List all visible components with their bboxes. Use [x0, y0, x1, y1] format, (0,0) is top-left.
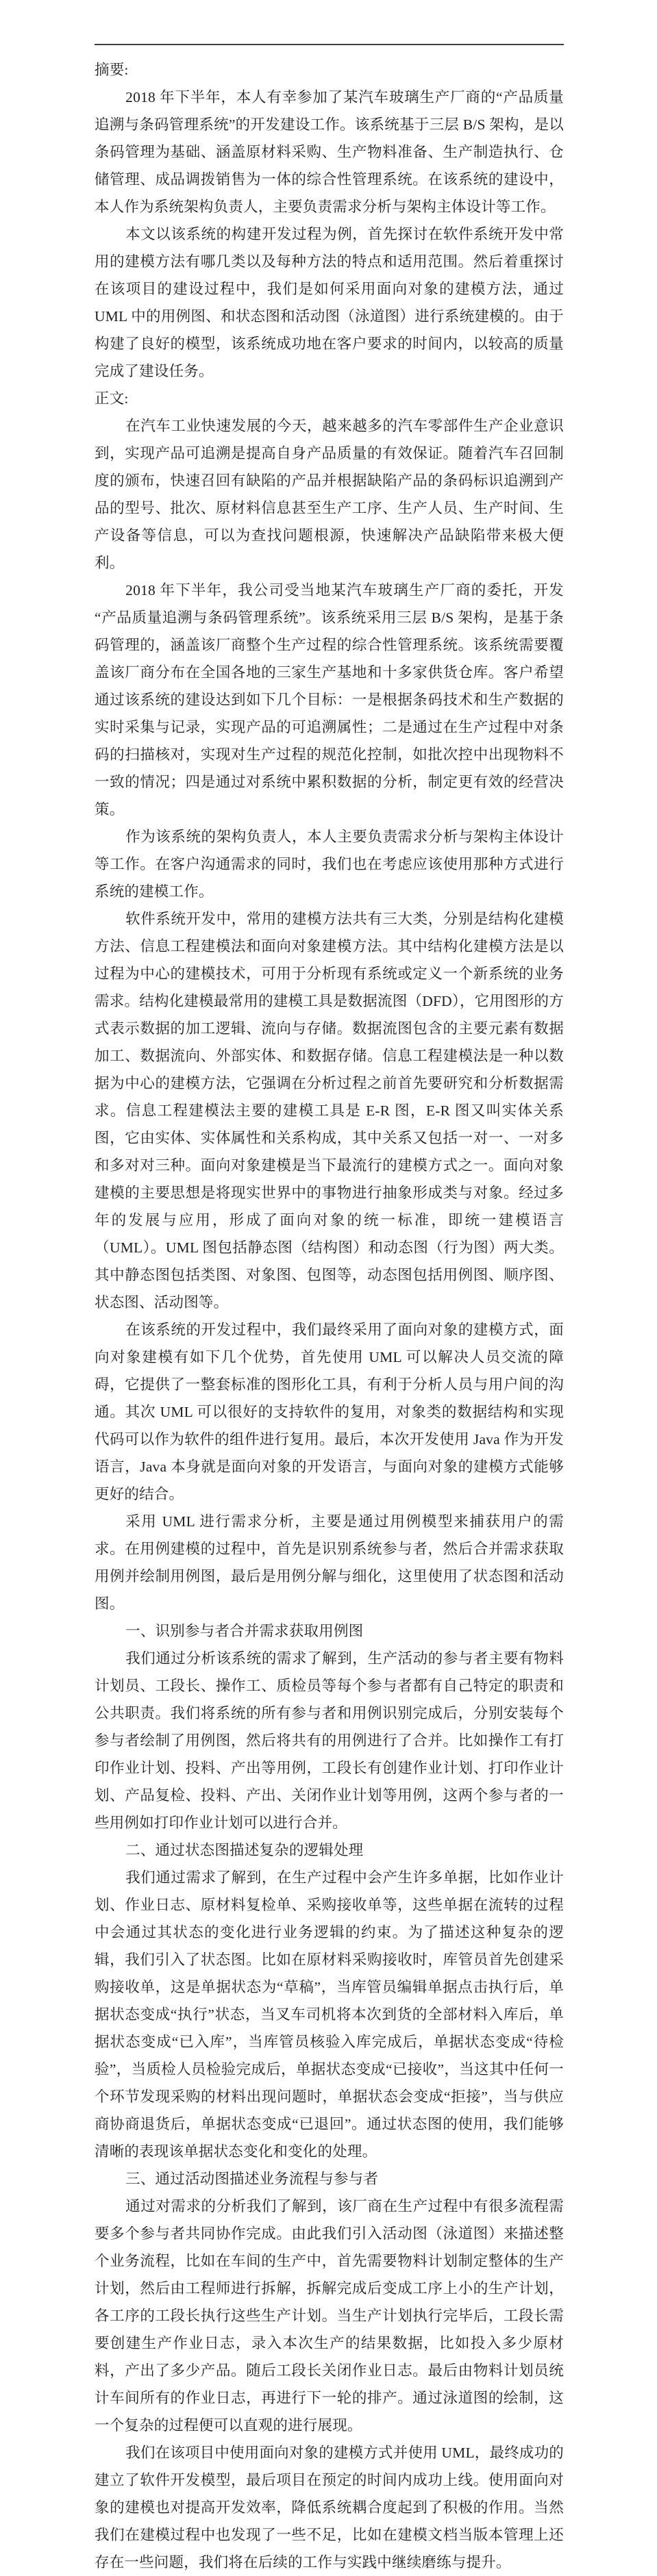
paragraph: 通过对需求的分析我们了解到，该厂商在生产过程中有很多流程需要多个参与者共同协作完成。由此我们引入活动图（泳道图）来描述整个业务流程，比如在车间的生产中，首先需要物料计划制定整体的生产计划，然后由工程师进行拆解，拆解完成后变成工序上小的生产计划，各工序的工段长执行这些生产计划。当生产计划执行完毕后，工段长需要创建生产作业日志，录入本次生产的结果数据，比如投入多少原材料，产出了多少产品。随后工段长关闭作业日志。最后由物料计划员统计车间所有的作业日志，再进行下一轮的排产。通过泳道图的绘制，这一个复杂的过程便可以直观的进行展现。 — [95, 2198, 564, 2434]
paragraph: 本文以该系统的构建开发过程为例，首先探讨在软件系统开发中常用的建模方法有哪几类以及每种方法的特点和适用范围。然后着重探讨在该项目的建设过程中，我们是如何采用面向对象的建模方法，通过 UML 中的用例图、和状态图和活动图（泳道图）进行系统建模的。由于构建了良好的模型，该系统成功地在客户要求的时间内，以较高的质量完成了建设任务。 — [95, 226, 564, 379]
paragraph: 在汽车工业快速发展的今天，越来越多的汽车零部件生产企业意识到，实现产品可追溯是提高自身产品质量的有效保证。随着汽车召回制度的颁布，快速召回有缺陷的产品并根据缺陷产品的条码标识追溯到产品的型号、批次、原材料信息甚至生产工序、生产人员、生产时间、生产设备等信息，可以为查找问题根源，快速解决产品缺陷带来极大便利。 — [95, 418, 564, 571]
paragraph: 采用 UML 进行需求分析，主要是通过用例模型来捕获用户的需求。在用例建模的过程中，首先是识别系统参与者，然后合并需求获取用例并绘制用例图，最后是用例分解与细化，这里使用了状态图和活动图。 — [95, 1513, 564, 1612]
document-page — [0, 44, 657, 2571]
paragraph: 作为该系统的架构负责人，本人主要负责需求分析与架构主体设计等工作。在客户沟通需求的同时，我们也在考虑应该使用那种方式进行系统的建模工作。 — [95, 829, 564, 900]
header-rule — [95, 44, 564, 45]
body-label: 正文: — [95, 390, 129, 407]
section-heading-2: 二、通过状态图描述复杂的逻辑处理 — [125, 1842, 364, 1858]
paragraph: 2018 年下半年，本人有幸参加了某汽车玻璃生产厂商的“产品质量追溯与条码管理系统”的开发建设工作。该系统基于三层 B/S 架构，是以条码管理为基础、涵盖原材料采购、生产物料准备、生产制造执行、仓储管理、成品调拨销售为一体的综合性管理系统。在该系统的建设中，本人作为系统架构负责人，主要负责需求分析与架构主体设计等工作。 — [95, 89, 564, 215]
document-content — [95, 56, 564, 2576]
abstract-label: 摘要: — [95, 62, 129, 78]
paragraph: 我们通过分析该系统的需求了解到，生产活动的参与者主要有物料计划员、工段长、操作工、质检员等每个参与者都有自己特定的职责和公共职责。我们将系统的所有参与者和用例识别完成后，分别安装每个参与者绘制了用例图，然后将共有的用例进行了合并。比如操作工有打印作业计划、投料、产出等用例，工段长有创建作业计划、打印作业计划、产品复检、投料、产出、关闭作业计划等用例，这两个参与者的一些用例如打印作业计划可以进行合并。 — [95, 1650, 564, 1831]
paragraph: 我们在该项目中使用面向对象的建模方式并使用 UML，最终成功的建立了软件开发模型，最后项目在预定的时间内成功上线。使用面向对象的建模也对提高开发效率，降低系统耦合度起到了积极的作用。当然我们在建模过程中也发现了一些不足，比如在建模文档当版本管理上还存在一些问题，我们将在后续的工作与实践中继续磨练与提升。 — [95, 2445, 564, 2571]
paragraph: 在该系统的开发过程中，我们最终采用了面向对象的建模方式，面向对象建模有如下几个优势，首先使用 UML 可以解决人员交流的障碍，它提供了一整套标准的图形化工具，有利于分析人员与用户间的沟通。其次 UML 可以很好的支持软件的复用，对象类的数据结构和实现代码可以作为软件的组件进行复用。最后，本次开发使用 Java 作为开发语言，Java 本身就是面向对象的开发语言，与面向对象的建模方式能够更好的结合。 — [95, 1322, 564, 1502]
section-heading-3: 三、通过活动图描述业务流程与参与者 — [125, 2171, 379, 2187]
paragraph: 我们通过需求了解到，在生产过程中会产生许多单据，比如作业计划、作业日志、原材料复检单、采购接收单等，这些单据在流转的过程中会通过其状态的变化进行业务逻辑的约束。为了描述这种复杂的逻辑，我们引入了状态图。比如在原材料采购接收时，库管员首先创建采购接收单，这是单据状态为“草稿”，当库管员编辑单据点击执行后，单据状态变成“执行”状态，当叉车司机将本次到货的全部材料入库后，单据状态变成“已入库”，当库管员核验入库完成后，单据状态变成“待检验”，当质检人员检验完成后，单据状态变成“已接收”，当这其中任何一个环节发现采购的材料出现问题时，单据状态会变成“拒接”，当与供应商协商退货后，单据状态变成“已退回”。通过状态图的使用，我们能够清晰的表现该单据状态变化和变化的处理。 — [95, 1869, 564, 2160]
section-heading-1: 一、识别参与者合并需求获取用例图 — [125, 1623, 364, 1639]
paragraph: 2018 年下半年，我公司受当地某汽车玻璃生产厂商的委托，开发“产品质量追溯与条码管理系统”。该系统采用三层 B/S 架构，是基于条码管理的，涵盖该厂商整个生产过程的综合性管理系统。该系统需要覆盖该厂商分布在全国各地的三家生产基地和十多家供货仓库。客户希望通过该系统的建设达到如下几个目标：一是根据条码技术和生产数据的实时采集与记录，实现产品的可追溯属性；二是通过在生产过程中对条码的扫描核对，实现对生产过程的规范化控制，如批次控中出现物料不一致的情况；四是通过对系统中累积数据的分析，制定更有效的经营决策。 — [95, 582, 564, 818]
paragraph: 软件系统开发中，常用的建模方法共有三大类，分别是结构化建模方法、信息工程建模法和面向对象建模方法。其中结构化建模方法是以过程为中心的建模技术，可用于分析现有系统或定义一个新系统的业务需求。结构化建模最常用的建模工具是数据流图（DFD），它用图形的方式表示数据的加工逻辑、流向与存储。数据流图包含的主要元素有数据加工、数据流向、外部实体、和数据存储。信息工程建模法是一种以数据为中心的建模方法，它强调在分析过程之前首先要研究和分析数据需求。信息工程建模法主要的建模工具是 E-R 图，E-R 图又叫实体关系图，它由实体、实体属性和关系构成，其中关系又包括一对一、一对多和多对对三种。面向对象建模是当下最流行的建模方式之一。面向对象建模的主要思想是将现实世界中的事物进行抽象形成类与对象。经过多年的发展与应用，形成了面向对象的统一标准，即统一建模语言（UML）。UML 图包括静态图（结构图）和动态图（行为图）两大类。其中静态图包括类图、对象图、包图等，动态图包括用例图、顺序图、状态图、活动图等。 — [95, 911, 564, 1311]
